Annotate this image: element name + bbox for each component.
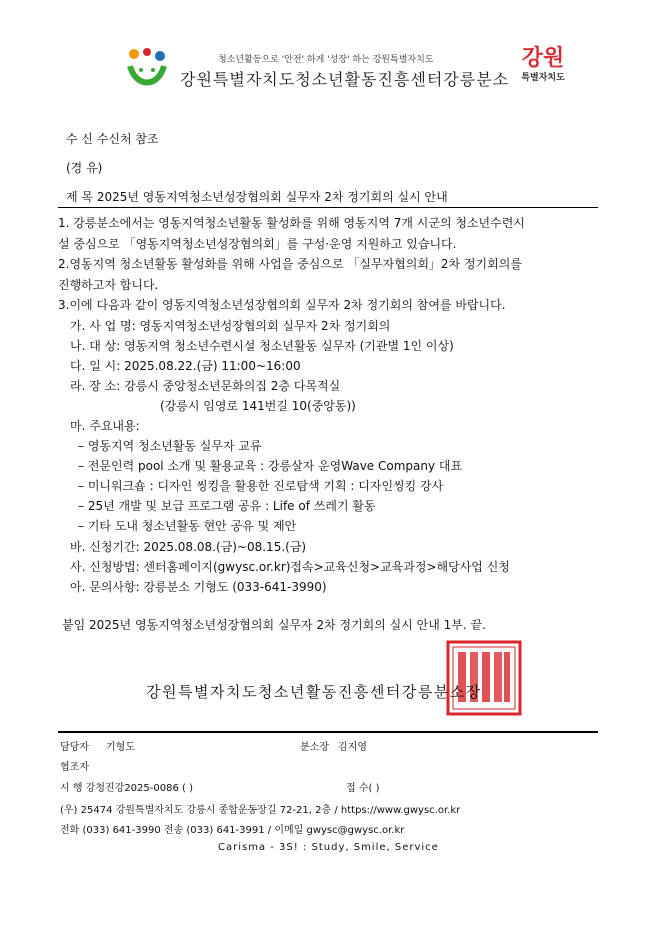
approver-label: 분소장 bbox=[300, 742, 329, 753]
drafter-label: 담당자 bbox=[60, 742, 89, 753]
detail-item: – 미니워크숍 : 디자인 씽킹을 활용한 진로탐색 기획 : 디자인씽킹 강사 bbox=[78, 479, 444, 493]
via-line: (경 유) bbox=[66, 161, 103, 175]
attachment-line: 붙임 2025년 영동지역청소년성장협의회 실무자 2차 정기회의 실시 안내 1부. 끝. bbox=[62, 618, 486, 632]
detail-item: 마. 주요내용: bbox=[70, 419, 140, 433]
detail-item: 바. 신청기간: 2025.08.08.(금)~08.15.(금) bbox=[70, 540, 307, 554]
approver-name: 김지영 bbox=[338, 742, 367, 753]
detail-item: – 25년 개발 및 보급 프로그램 공유 : Life of 쓰레기 활동 bbox=[78, 499, 376, 513]
detail-item: 가. 사 업 명: 영동지역청소년성장협의회 실무자 2차 정기회의 bbox=[70, 319, 391, 333]
official-seal bbox=[446, 640, 522, 716]
recipient-line: 수 신 수신처 참조 bbox=[66, 132, 159, 146]
header-brand-logo bbox=[518, 46, 568, 84]
contact-line: 전화 (033) 641-3990 전송 (033) 641-3991 / 이메일 gwysc@gwysc.or.kr bbox=[60, 825, 405, 836]
detail-item: 아. 문의사항: 강릉분소 기형도 (033-641-3990) bbox=[70, 580, 327, 594]
body-line-1: 1. 강릉분소에서는 영동지역청소년활동 활성화를 위해 영동지역 7개 시군의 청소년수련시 bbox=[58, 216, 525, 230]
detail-item: 나. 대 상: 영동지역 청소년수련시설 청소년활동 실무자 (기관별 1인 이상) bbox=[70, 339, 454, 353]
body-line-5: 3.이에 다음과 같이 영동지역청소년성장협의회 실무자 2차 정기회의 참여를 바랍니다. bbox=[58, 298, 506, 312]
header-org-name: 강원특별자치도청소년활동진흥센터강릉분소 bbox=[180, 70, 510, 89]
detail-item: 라. 장 소: 강릉시 중앙청소년문화의집 2층 다목적실 bbox=[70, 379, 341, 393]
header-slogan: 청소년활동으로 '안전' 하게 '성장' 하는 강원특별자치도 bbox=[218, 55, 434, 65]
body-line-4: 진행하고자 합니다. bbox=[58, 278, 159, 292]
brand-logo-main: 강원 bbox=[521, 46, 565, 71]
body-line-3: 2.영동지역 청소년활동 활성화를 위해 사업을 중심으로 「실무자협의회」2차 정기회의를 bbox=[58, 257, 522, 271]
cooperator-label: 협조자 bbox=[60, 762, 89, 773]
sender-name: 강원특별자치도청소년활동진흥센터강릉분소장 bbox=[146, 683, 482, 701]
detail-item: – 기타 도내 청소년활동 현안 공유 및 제안 bbox=[78, 519, 297, 533]
brand-logo-sub: 특별자치도 bbox=[521, 73, 565, 83]
body-line-2: 설 중심으로 「영동지역청소년성장협의회」를 구성·운영 지원하고 있습니다. bbox=[58, 237, 457, 251]
enforcement-line: 시 행 강청진강2025-0086 ( ) bbox=[60, 783, 193, 794]
drafter-name: 기형도 bbox=[106, 742, 135, 753]
detail-item: 사. 신청방법: 센터홈페이지(gwysc.or.kr)접속>교육신청>교육과정>해당사업 신청 bbox=[70, 560, 510, 574]
subject-line: 제 목 2025년 영동지역청소년성장협의회 실무자 2차 정기회의 실시 안내 bbox=[66, 190, 448, 204]
detail-item: (강릉시 임영로 141번길 10(중앙동)) bbox=[160, 399, 356, 413]
footer-divider bbox=[58, 731, 598, 733]
detail-item: – 전문인력 pool 소개 및 활용교육 : 강릉살자 운영Wave Company 대표 bbox=[78, 459, 463, 473]
detail-item: – 영동지역 청소년활동 실무자 교류 bbox=[78, 439, 262, 453]
reception-line: 접 수( ) bbox=[346, 783, 380, 794]
subject-divider bbox=[58, 207, 598, 208]
header-logo bbox=[124, 44, 170, 92]
detail-item: 다. 일 시: 2025.08.22.(금) 11:00~16:00 bbox=[70, 359, 301, 373]
address-line: (우) 25474 강원특별자치도 강릉시 종합운동장길 72-21, 2층 / https://www.gwysc.or.kr bbox=[60, 805, 461, 816]
motto-line: Carisma - 3S! : Study, Smile, Service bbox=[218, 842, 439, 853]
